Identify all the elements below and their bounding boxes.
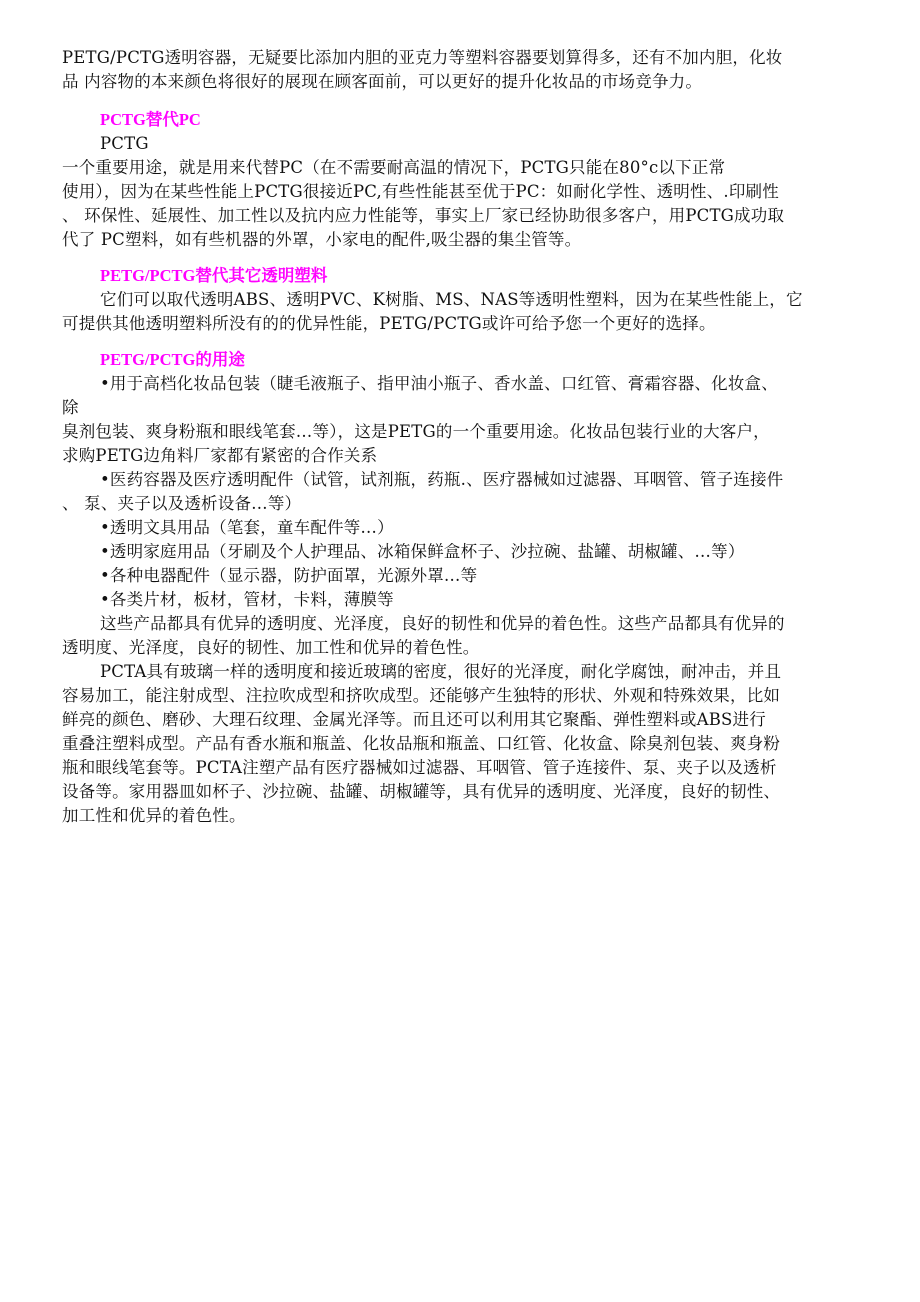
section3-line-2: 除 <box>62 398 79 417</box>
list-item-cosmetics: •用于高档化妆品包装（睫毛液瓶子、指甲油小瓶子、香水盖、口红管、膏霜容器、化妆盒、 <box>100 374 778 393</box>
section2-line-1: 它们可以取代透明ABS、透明PVC、K树脂、MS、NAS等透明性塑料，因为在某些性能上，它 <box>100 290 803 309</box>
section1-line-3: 使用），因为在某些性能上PCTG很接近PC,有些性能甚至优于PC：如耐化学性、透明性、.印刷性 <box>62 182 779 201</box>
document-page <box>62 46 862 828</box>
intro-line-1: PETG/PCTG透明容器，无疑要比添加内胆的亚克力等塑料容器要划算得多，还有不加内胆，化妆 <box>62 48 783 67</box>
section-heading-replace-other-plastics: PETG/PCTG替代其它透明塑料 <box>100 266 328 285</box>
section3-line-14: 容易加工，能注射成型、注拉吹成型和挤吹成型。还能够产生独特的形状、外观和特殊效果，比如 <box>62 686 781 705</box>
section3-line-15: 鲜亮的颜色、磨砂、大理石纹理、金属光泽等。而且还可以利用其它聚酯、弹性塑料或ABS进行 <box>62 710 766 729</box>
section3-line-3: 臭剂包装、爽身粉瓶和眼线笔套…等），这是PETG的一个重要用途。化妆品包装行业的大客户， <box>62 422 770 441</box>
section3-line-13: PCTA具有玻璃一样的透明度和接近玻璃的密度，很好的光泽度，耐化学腐蚀，耐冲击，并且 <box>100 662 782 681</box>
list-item-electrical: •各种电器配件（显示器，防护面罩，光源外罩…等 <box>100 566 478 585</box>
section1-line-2: 一个重要用途，就是用来代替PC（在不需要耐高温的情况下，PCTG只能在80°c以下正常 <box>62 158 726 177</box>
section3-line-18: 设备等。家用器皿如杯子、沙拉碗、盐罐、胡椒罐等，具有优异的透明度、光泽度，良好的韧性、 <box>62 782 781 801</box>
list-item-sheets: •各类片材，板材，管材，卡料，薄膜等 <box>100 590 394 609</box>
section3-line-16: 重叠注塑料成型。产品有香水瓶和瓶盖、化妆品瓶和瓶盖、口红管、化妆盒、除臭剂包装、爽身粉 <box>62 734 781 753</box>
list-item-stationery: •透明文具用品（笔套，童车配件等…） <box>100 518 394 537</box>
section1-line-5: 代了 PC塑料，如有些机器的外罩，小家电的配件,吸尘器的集尘管等。 <box>62 230 582 249</box>
section3-line-19: 加工性和优异的着色性。 <box>62 806 246 825</box>
section1-line-1: PCTG <box>100 134 149 153</box>
section3-line-6: 、 泵、夹子以及透析设备…等） <box>62 494 302 513</box>
intro-line-2: 品 内容物的本来颜色将很好的展现在顾客面前，可以更好的提升化妆品的市场竞争力。 <box>62 72 703 91</box>
list-item-household: •透明家庭用品（牙刷及个人护理品、冰箱保鲜盒杯子、沙拉碗、盐罐、胡椒罐、…等） <box>100 542 745 561</box>
section1-line-4: 、 环保性、延展性、加工性以及抗内应力性能等，事实上厂家已经协助很多客户，用PCTG成功取 <box>62 206 785 225</box>
section3-line-11: 这些产品都具有优异的透明度、光泽度，良好的韧性和优异的着色性。这些产品都具有优异的 <box>100 614 785 633</box>
section-heading-uses: PETG/PCTG的用途 <box>100 350 245 369</box>
list-item-medical: •医药容器及医疗透明配件（试管，试剂瓶，药瓶.、医疗器械如过滤器、耳咽管、管子连接件 <box>100 470 784 489</box>
section2-line-2: 可提供其他透明塑料所没有的的优异性能，PETG/PCTG或许可给予您一个更好的选择。 <box>62 314 716 333</box>
section3-line-12: 透明度、光泽度，良好的韧性、加工性和优异的着色性。 <box>62 638 480 657</box>
section3-line-17: 瓶和眼线笔套等。PCTA注塑产品有医疗器械如过滤器、耳咽管、管子连接件、泵、夹子以及透析 <box>62 758 777 777</box>
section3-line-4: 求购PETG边角料厂家都有紧密的合作关系 <box>62 446 378 465</box>
section-heading-pctg-replace-pc: PCTG替代PC <box>100 110 201 129</box>
